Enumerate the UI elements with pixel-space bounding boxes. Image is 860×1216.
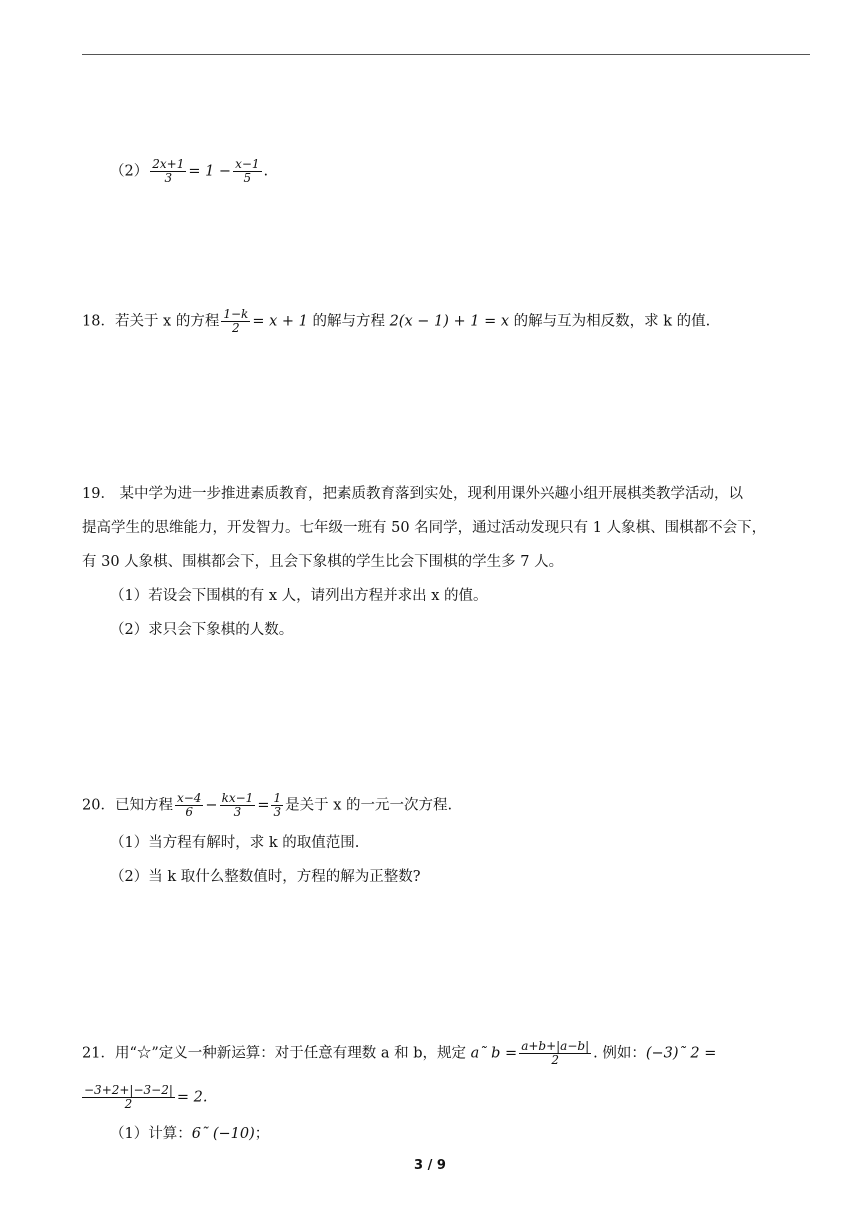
q21-sub1: （1）计算：6˜ (−10)；	[110, 1126, 270, 1142]
q19-line3: 有 30 人象棋、围棋都会下，且会下象棋的学生比会下围棋的学生多 7 人。	[82, 554, 564, 570]
fraction: $\frac{2x+1}{3}$	[152, 157, 185, 185]
q19-line1: 19． 某中学为进一步推进素质教育，把素质教育落到实处，现利用课外兴趣小组开展棋类教学活动，以	[82, 486, 744, 502]
q17-part2: （2） $\frac{2x+1}{3}$ = 1 − $\frac{x-1}{5}$ .	[110, 157, 269, 185]
page-number: 3 / 9	[414, 1158, 446, 1173]
fraction: $\frac{1-k}{2}$	[223, 307, 249, 335]
q18-text: 18．若关于 x 的方程 $\frac{1-k}{2}$ = x + 1 的解与方程 2(x − 1) + 1 = x 的解与互为相反数，求 k 的值.	[82, 307, 711, 335]
q20-sub2: （2）当 k 取什么整数值时，方程的解为正整数?	[110, 869, 421, 885]
q19-line2: 提高学生的思维能力，开发智力。七年级一班有 50 名同学，通过活动发现只有 1 人象棋、围棋都不会下，	[82, 520, 767, 536]
header-rule	[82, 54, 810, 55]
fraction: $\frac{1}{3}$	[273, 791, 282, 819]
q21-example: $\frac{-3+2+|-3-2|}{2}$ = 2.	[84, 1083, 208, 1111]
fraction: $\frac{kx-1}{3}$	[221, 791, 254, 819]
fraction: $\frac{x-1}{5}$	[235, 157, 260, 185]
fraction: $\frac{x-4}{6}$	[176, 791, 202, 819]
q19-sub1: （1）若设会下围棋的有 x 人，请列出方程并求出 x 的值。	[110, 588, 488, 604]
fraction: $\frac{-3+2+|-3-2|}{2}$	[84, 1083, 173, 1111]
q21-text: 21．用“☆”定义一种新运算：对于任意有理数 a 和 b，规定 a˜ b = $\frac{a+b+|a-b|}{2}$ . 例如：(−3)˜ 2 =	[82, 1039, 717, 1067]
fraction: $\frac{a+b+|a-b|}{2}$	[521, 1039, 590, 1067]
q20-text: 20．已知方程 $\frac{x-4}{6}$ − $\frac{kx-1}{3}$ = $\frac{1}{3}$ 是关于 x 的一元一次方程.	[82, 791, 453, 819]
q20-sub1: （1）当方程有解时，求 k 的取值范围.	[110, 835, 360, 851]
q19-sub2: （2）求只会下象棋的人数。	[110, 622, 294, 638]
